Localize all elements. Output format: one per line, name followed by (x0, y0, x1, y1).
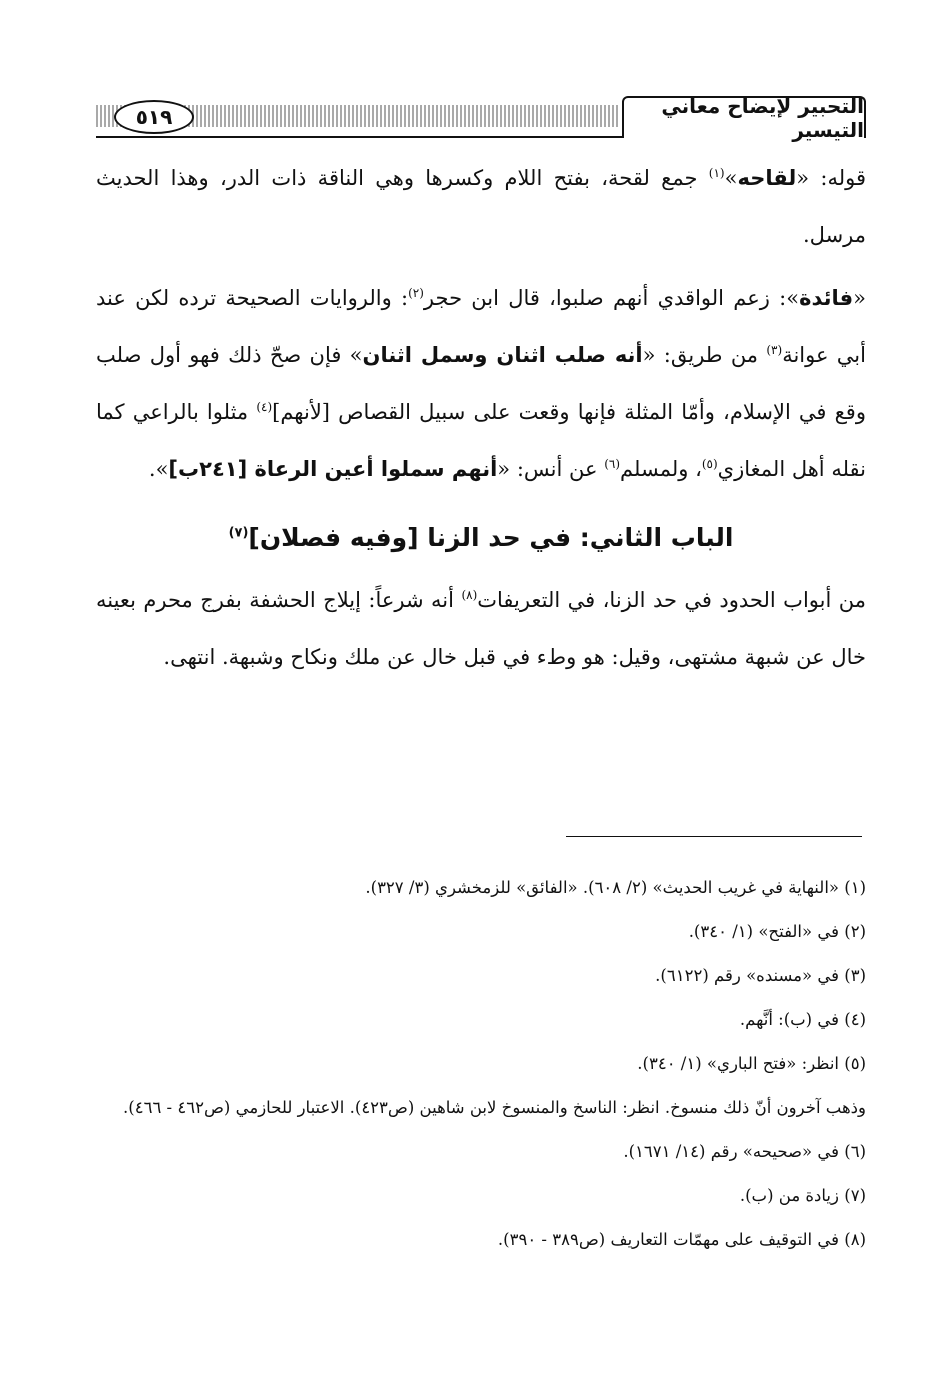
footnote-separator (566, 836, 862, 837)
text: عن أنس: « (497, 457, 605, 481)
footnote-8: (٨) في التوقيف على مهمّات التعاريف (ص٣٨٩ - ٣٩٠). (497, 1230, 866, 1249)
paragraph-3 (96, 572, 866, 686)
text: « (853, 286, 866, 310)
paragraph-1 (96, 150, 866, 264)
page-number: ٥١٩ (114, 100, 194, 134)
bold-term: لقاحه (737, 166, 797, 190)
footnote-ref: (٦) (604, 457, 621, 471)
text: ، ولمسلم (620, 457, 702, 481)
footnote-6: (٦) في «صحيحه» رقم (١٤/ ١٦٧١). (623, 1142, 866, 1161)
running-header (96, 96, 866, 142)
bold-quote: أنه صلب اثنان وسمل اثنان (362, 343, 643, 367)
paragraph-2 (96, 270, 866, 498)
footnote-ref: (٥) (701, 457, 718, 471)
text: أنه شرعاً: إيلاج الحشفة بفرج محرم بعينه خال عن شبهة مشتهى، وقيل: هو وطء في قبل خال عن ملك ونكاح وشبهة. انتهى. (96, 588, 866, 669)
footnote-ref: (٨) (461, 588, 478, 602)
main-text (96, 150, 866, 686)
footnote-ref: (٢) (408, 286, 424, 300)
footnote-4: (٤) في (ب): أنَّهم. (739, 1010, 866, 1029)
footnote-ref: (١) (708, 166, 725, 180)
text: : والروايات الصحيحة ترده لكن عند أبي عوانة (96, 286, 866, 367)
book-title: التحبير لإيضاح معاني التيسير (622, 96, 866, 138)
text: مثلوا بالراعي كما نقله أهل المغازي (96, 400, 866, 481)
footnote-5-continued: وذهب آخرون أنّ ذلك منسوخ. انظر: الناسخ والمنسوخ لابن شاهين (ص٤٢٣). الاعتبار للحازمي (ص٤٦٢ - ٤٦٦). (123, 1098, 866, 1117)
footnote-5: (٥) انظر: «فتح الباري» (١/ ٣٤٠). (637, 1054, 866, 1073)
footnote-2: (٢) في «الفتح» (١/ ٣٤٠). (688, 922, 866, 941)
footnote-1: (١) «النهاية في غريب الحديث» (٢/ ٦٠٨). «الفائق» للزمخشري (٣/ ٣٢٧). (365, 878, 866, 897)
bold-term: فائدة (799, 286, 854, 310)
footnote-ref: (٧) (228, 525, 249, 541)
text: من طريق: « (642, 343, 767, 367)
text: »: زعم الواقدي أنهم صلبوا، قال ابن حجر (423, 286, 800, 310)
text: قوله: « (796, 166, 866, 190)
text: من أبواب الحدود في حد الزنا، في التعريفات (477, 588, 867, 612)
footnote-3: (٣) في «مسنده» رقم (٦١٢٢). (655, 966, 866, 985)
chapter-title-text: الباب الثاني: في حد الزنا [وفيه فصلان] (248, 523, 734, 552)
text: جمع لقحة، بفتح اللام وكسرها وهي الناقة ذات الدر، وهذا الحديث مرسل. (96, 166, 866, 247)
footnote-7: (٧) زيادة من (ب). (739, 1186, 866, 1205)
footnote-ref: (٣) (766, 343, 783, 357)
chapter-title (96, 508, 866, 568)
text: » فإن صحّ ذلك فهو أول صلب وقع في الإسلام، وأمّا المثلة فإنها وقعت على سبيل القصاص [لأنهم] (96, 343, 866, 424)
text: » (724, 166, 738, 190)
footnote-ref: (٤) (256, 400, 273, 414)
text: ». (148, 457, 169, 481)
footnotes (96, 866, 866, 1262)
bold-quote: أنهم سملوا أعين الرعاة [٢٤١ب] (168, 457, 498, 481)
